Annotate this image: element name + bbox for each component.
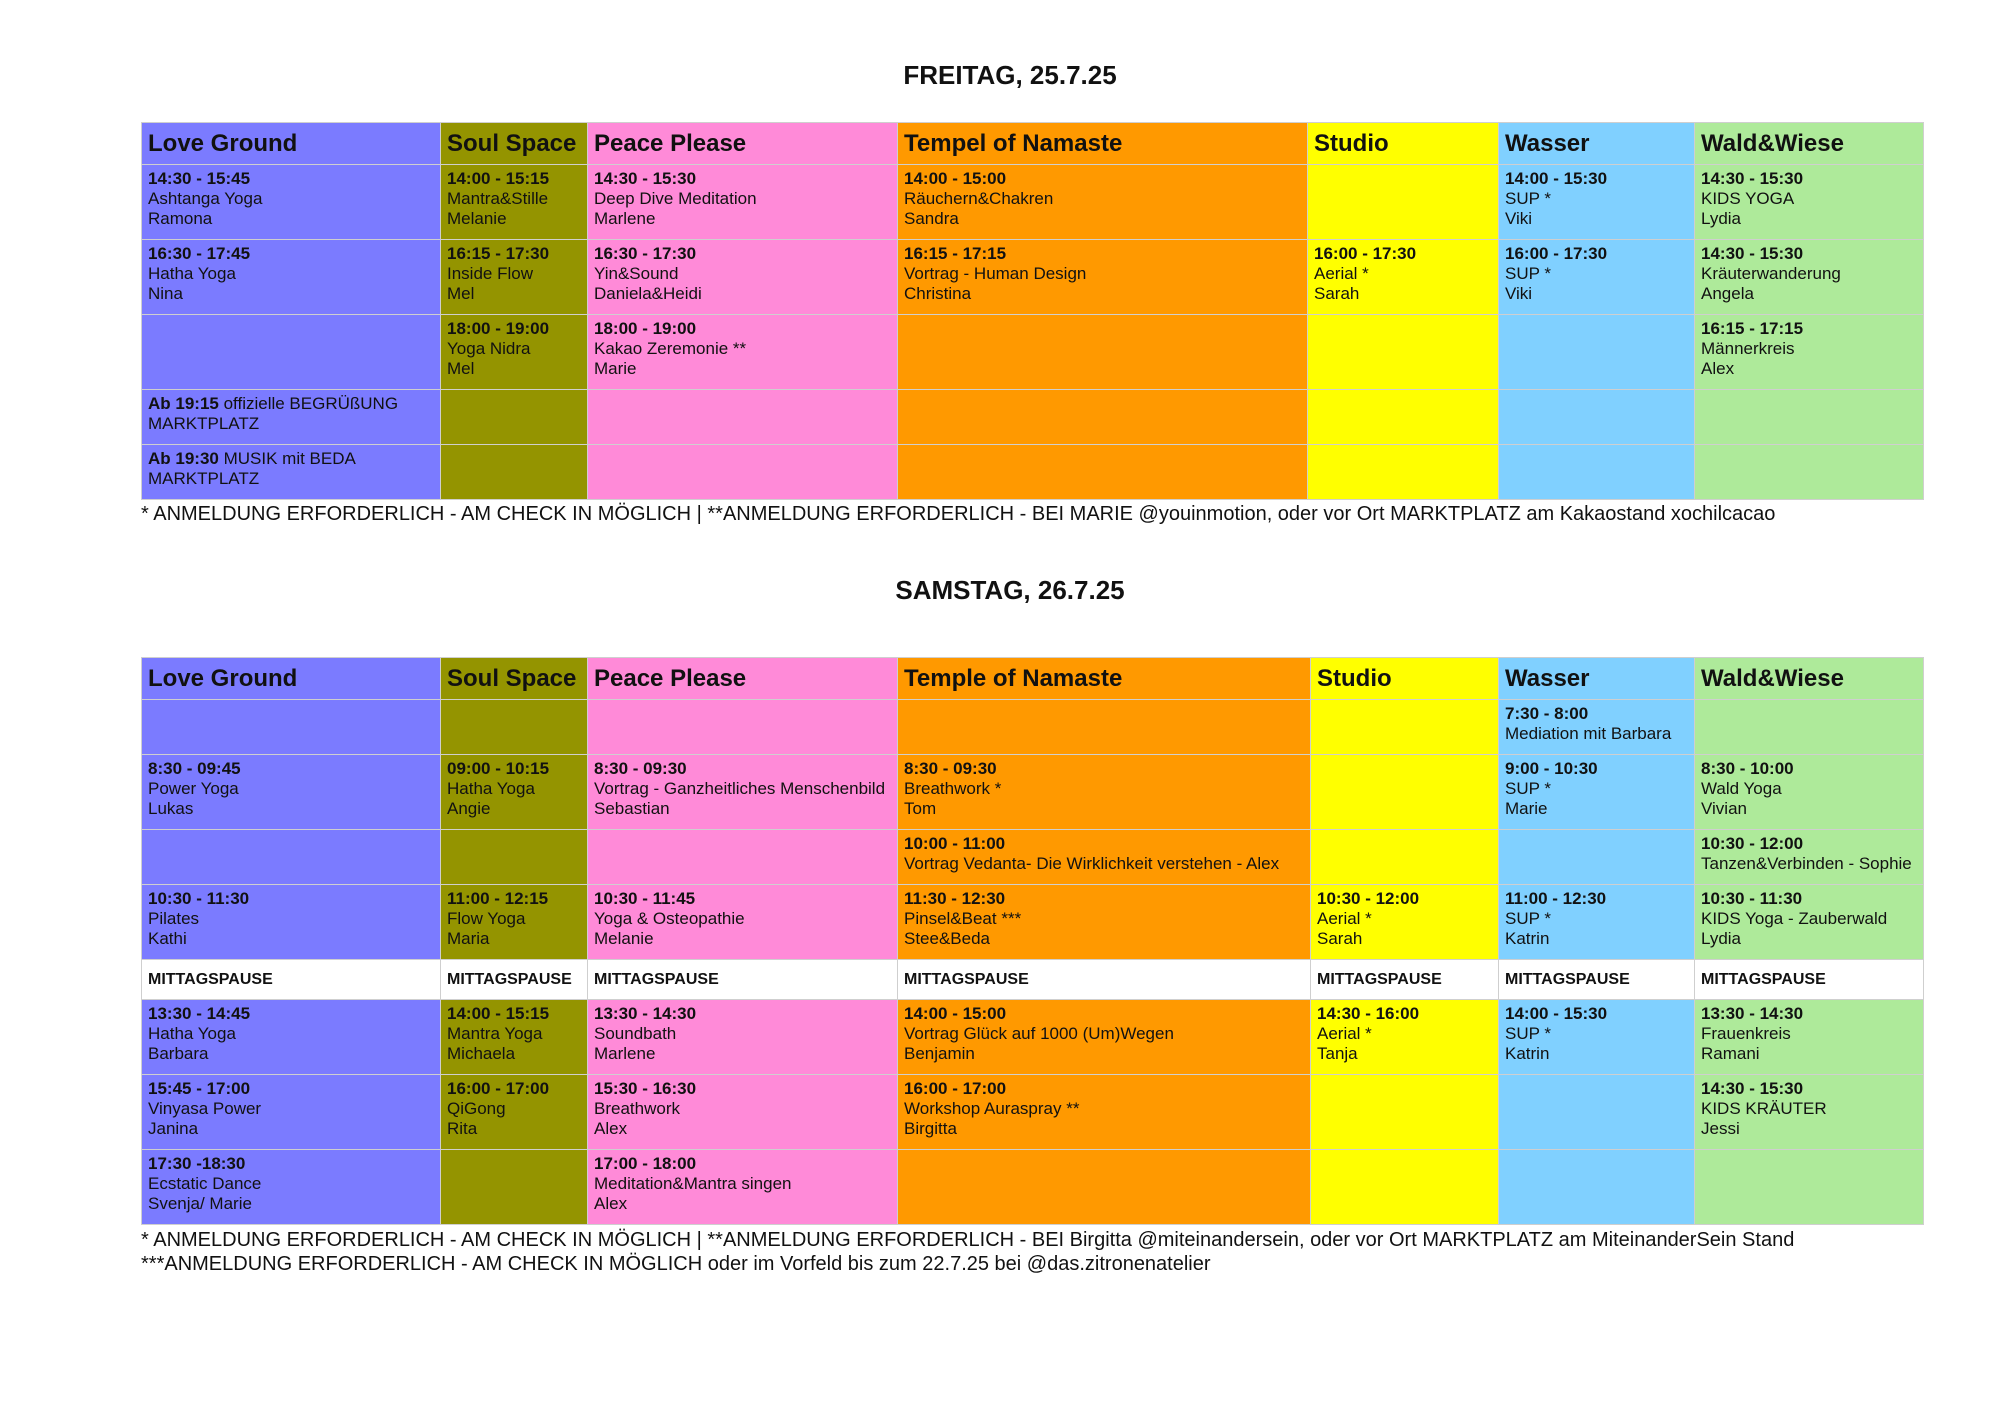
session-cell [1311,885,1499,960]
session-host: Maria [447,929,490,948]
session-time: 16:15 - 17:30 [447,244,550,263]
session-time: 14:30 - 16:00 [1317,1004,1420,1023]
schedule-row [142,1150,1924,1225]
session-title: Deep Dive Meditation [594,189,757,208]
session-cell [441,165,588,240]
session-title: SUP * [1505,264,1551,283]
session-title: Mantra Yoga [447,1024,543,1043]
session-host: Katrin [1505,929,1550,948]
session-title: KIDS YOGA [1701,189,1795,208]
lunch-break-cell: MITTAGSPAUSE [1499,960,1695,1000]
session-time: 16:30 - 17:30 [594,244,697,263]
session-time: 14:30 - 15:45 [148,169,251,188]
session-cell [588,885,898,960]
column-header-wasser: Wasser [1499,658,1695,700]
session-title: Yin&Sound [594,264,679,283]
session-host: Marlene [594,209,656,228]
session-title: Aerial * [1314,264,1369,283]
session-host: Marie [1505,799,1548,818]
session-cell [1499,700,1695,755]
empty-cell [1311,755,1499,830]
session-host: Angie [447,799,491,818]
session-title: SUP * [1505,189,1551,208]
schedule-row [142,885,1924,960]
session-title: Vinyasa Power [148,1099,262,1118]
session-host: Michaela [447,1044,516,1063]
empty-cell [1499,390,1695,445]
friday-schedule-table [141,122,1924,500]
session-cell [441,1000,588,1075]
empty-cell [1499,315,1695,390]
empty-cell [441,700,588,755]
session-host: Barbara [148,1044,209,1063]
session-host: Angela [1701,284,1754,303]
session-time: 13:30 - 14:45 [148,1004,251,1023]
session-title: QiGong [447,1099,506,1118]
session-host: Svenja/ Marie [148,1194,252,1213]
session-cell [588,165,898,240]
session-title: Breathwork * [904,779,1002,798]
session-time: 8:30 - 09:30 [904,759,997,778]
column-header-wald-wiese: Wald&Wiese [1695,123,1924,165]
session-title: offizielle BEGRÜßUNG [218,394,399,413]
session-title: Hatha Yoga [447,779,535,798]
empty-cell [588,700,898,755]
session-cell [898,755,1311,830]
session-time: Ab 19:15 [148,394,219,413]
empty-cell [1499,1150,1695,1225]
session-cell [142,165,441,240]
session-time: 16:00 - 17:30 [1314,244,1417,263]
empty-cell [1311,1075,1499,1150]
session-cell [441,315,588,390]
session-time: 14:30 - 15:30 [594,169,697,188]
session-host: Marie [594,359,637,378]
session-title: Soundbath [594,1024,677,1043]
session-title: Wald Yoga [1701,779,1782,798]
session-title: Vortrag - Human Design [904,264,1087,283]
session-time: 14:00 - 15:30 [1505,1004,1608,1023]
column-header-peace-please: Peace Please [588,123,898,165]
schedule-row [142,755,1924,830]
session-cell [588,1150,898,1225]
session-cell [142,1000,441,1075]
session-time: 14:30 - 15:30 [1701,169,1804,188]
empty-cell [1695,390,1924,445]
friday-footnote: * ANMELDUNG ERFORDERLICH - AM CHECK IN MÖGLICH | **ANMELDUNG ERFORDERLICH - BEI MARIE @youinmotion, oder vor Ort MARKTPLATZ am Kakaostand xochilcacao [141,503,1776,525]
session-time: 15:45 - 17:00 [148,1079,251,1098]
saturday-footnote-1: * ANMELDUNG ERFORDERLICH - AM CHECK IN MÖGLICH | **ANMELDUNG ERFORDERLICH - BEI Birgitta @miteinandersein, oder vor Ort MARKTPLATZ am MiteinanderSein Stand [141,1229,1795,1251]
session-cell [1695,755,1924,830]
session-time: 18:00 - 19:00 [447,319,550,338]
session-host: Alex [594,1119,628,1138]
session-cell [1695,165,1924,240]
schedule-row [142,240,1924,315]
session-time: 10:30 - 11:30 [148,889,250,908]
column-header-temple: Temple of Namaste [898,658,1311,700]
session-title: Flow Yoga [447,909,526,928]
session-host: Mel [447,359,475,378]
header-row [142,658,1924,700]
session-host: Mel [447,284,475,303]
session-cell [1695,240,1924,315]
session-host: Benjamin [904,1044,975,1063]
session-time: 10:30 - 12:00 [1701,834,1804,853]
session-time: 16:15 - 17:15 [904,244,1007,263]
session-cell [1695,885,1924,960]
session-host: Rita [447,1119,478,1138]
session-title: Hatha Yoga [148,1024,236,1043]
session-title: Breathwork [594,1099,680,1118]
column-header-wasser: Wasser [1499,123,1695,165]
empty-cell [588,390,898,445]
schedule-row [142,700,1924,755]
column-header-studio: Studio [1311,658,1499,700]
session-cell [142,390,441,445]
session-host: Tom [904,799,937,818]
session-host: Kathi [148,929,187,948]
session-host: Ramona [148,209,213,228]
session-host: Lydia [1701,209,1742,228]
session-host: Lydia [1701,929,1742,948]
session-time: 16:00 - 17:00 [447,1079,550,1098]
session-title: Männerkreis [1701,339,1795,358]
session-cell [1695,830,1924,885]
session-host: Lukas [148,799,194,818]
session-cell [1499,165,1695,240]
session-host: Sebastian [594,799,670,818]
session-time: 16:30 - 17:45 [148,244,251,263]
session-title: Ecstatic Dance [148,1174,262,1193]
session-title: Vortrag - Ganzheitliches Menschenbild [594,779,886,798]
session-host: Alex [1701,359,1735,378]
empty-cell [898,445,1308,500]
session-title: MARKTPLATZ [148,469,260,488]
session-time: 16:00 - 17:30 [1505,244,1608,263]
session-title: Aerial * [1317,909,1372,928]
session-time: 16:15 - 17:15 [1701,319,1804,338]
session-host: Viki [1505,209,1533,228]
column-header-love-ground: Love Ground [142,658,441,700]
session-cell [441,1075,588,1150]
session-host: Sarah [1314,284,1360,303]
session-cell [142,1075,441,1150]
session-host: Ramani [1701,1044,1760,1063]
schedule-row [142,390,1924,445]
empty-cell [1311,700,1499,755]
session-time: 18:00 - 19:00 [594,319,697,338]
session-title: Power Yoga [148,779,239,798]
session-time: 11:00 - 12:30 [1505,889,1607,908]
session-title: Mediation mit Barbara [1505,724,1672,743]
session-title: Ashtanga Yoga [148,189,263,208]
session-cell [1308,240,1499,315]
empty-cell [898,315,1308,390]
session-time: 14:30 - 15:30 [1701,1079,1804,1098]
session-title: Inside Flow [447,264,533,283]
session-host: Birgitta [904,1119,957,1138]
session-time: 16:00 - 17:00 [904,1079,1007,1098]
session-time: 17:30 -18:30 [148,1154,246,1173]
session-host: Alex [594,1194,628,1213]
session-time: 8:30 - 09:45 [148,759,241,778]
empty-cell [1308,165,1499,240]
lunch-break-cell: MITTAGSPAUSE [1695,960,1924,1000]
session-time: 14:00 - 15:00 [904,169,1007,188]
session-cell [898,240,1308,315]
saturday-footnote-2: ***ANMELDUNG ERFORDERLICH - AM CHECK IN MÖGLICH oder im Vorfeld bis zum 22.7.25 bei @das.zitronenatelier [141,1253,1211,1275]
session-title: Workshop Auraspray ** [904,1099,1080,1118]
session-time: 8:30 - 10:00 [1701,759,1794,778]
session-cell [1695,315,1924,390]
empty-cell [1311,1150,1499,1225]
session-time: 14:30 - 15:30 [1701,244,1804,263]
empty-cell [441,390,588,445]
session-time: 9:00 - 10:30 [1505,759,1598,778]
column-header-love-ground: Love Ground [142,123,441,165]
empty-cell [1695,700,1924,755]
empty-cell [898,1150,1311,1225]
session-cell [1311,1000,1499,1075]
session-title: Yoga Nidra [447,339,531,358]
session-host: Melanie [594,929,654,948]
session-title: Hatha Yoga [148,264,236,283]
schedule-row [142,315,1924,390]
session-title: Kräuterwanderung [1701,264,1841,283]
session-title: Mantra&Stille [447,189,549,208]
session-cell [1499,1000,1695,1075]
session-time: 10:30 - 12:00 [1317,889,1420,908]
empty-cell [1499,445,1695,500]
empty-cell [142,830,441,885]
empty-cell [1311,830,1499,885]
empty-cell [1308,390,1499,445]
schedule-row [142,1075,1924,1150]
session-host: Sandra [904,209,959,228]
empty-cell [441,830,588,885]
session-title: Frauenkreis [1701,1024,1791,1043]
header-row [142,123,1924,165]
session-cell [898,1075,1311,1150]
session-time: 10:00 - 11:00 [904,834,1006,853]
session-host: Jessi [1701,1119,1740,1138]
lunch-break-cell: MITTAGSPAUSE [588,960,898,1000]
session-cell [142,1150,441,1225]
empty-cell [1308,445,1499,500]
session-time: 10:30 - 11:30 [1701,889,1803,908]
empty-cell [588,830,898,885]
session-cell [441,240,588,315]
empty-cell [441,445,588,500]
lunch-break-row [142,960,1924,1000]
lunch-break-cell: MITTAGSPAUSE [898,960,1311,1000]
session-time: 11:00 - 12:15 [447,889,549,908]
session-time: 17:00 - 18:00 [594,1154,697,1173]
schedule-row [142,445,1924,500]
session-title: KIDS Yoga - Zauberwald [1701,909,1888,928]
session-title: Kakao Zeremonie ** [594,339,747,358]
session-cell [142,755,441,830]
session-host: Tanja [1317,1044,1358,1063]
session-title: SUP * [1505,1024,1551,1043]
empty-cell [441,1150,588,1225]
session-announcement [148,449,434,469]
session-cell [142,445,441,500]
empty-cell [142,700,441,755]
session-title: Vortrag Glück auf 1000 (Um)Wegen [904,1024,1174,1043]
session-cell [441,885,588,960]
column-header-soul-space: Soul Space [441,658,588,700]
saturday-table-body [142,658,1924,1225]
session-host: Sarah [1317,929,1363,948]
session-title: Pilates [148,909,200,928]
empty-cell [588,445,898,500]
session-time: 8:30 - 09:30 [594,759,687,778]
empty-cell [142,315,441,390]
session-cell [588,755,898,830]
session-cell [1499,885,1695,960]
session-host: Janina [148,1119,199,1138]
session-time: 14:00 - 15:00 [904,1004,1007,1023]
session-announcement [148,394,434,414]
saturday-title: SAMSTAG, 26.7.25 [895,575,1125,605]
session-cell [898,830,1311,885]
session-title: Vortrag Vedanta- Die Wirklichkeit verstehen - Alex [904,854,1280,873]
session-title: Meditation&Mantra singen [594,1174,792,1193]
session-time: 09:00 - 10:15 [447,759,550,778]
lunch-break-cell: MITTAGSPAUSE [441,960,588,1000]
empty-cell [1695,445,1924,500]
friday-table-body [142,123,1924,500]
lunch-break-cell: MITTAGSPAUSE [142,960,441,1000]
schedule-row [142,830,1924,885]
empty-cell [898,700,1311,755]
empty-cell [1499,1075,1695,1150]
session-time: 11:30 - 12:30 [904,889,1006,908]
session-cell [142,885,441,960]
session-cell [1499,755,1695,830]
session-host: Daniela&Heidi [594,284,702,303]
session-time: 7:30 - 8:00 [1505,704,1589,723]
session-host: Nina [148,284,183,303]
session-cell [898,885,1311,960]
session-cell [1695,1000,1924,1075]
session-title: MUSIK mit BEDA [218,449,356,468]
session-cell [1499,240,1695,315]
lunch-break-cell: MITTAGSPAUSE [1311,960,1499,1000]
session-title: Aerial * [1317,1024,1372,1043]
session-title: Tanzen&Verbinden - Sophie [1701,854,1912,873]
session-host: Stee&Beda [904,929,991,948]
session-title: Pinsel&Beat *** [904,909,1022,928]
session-host: Katrin [1505,1044,1550,1063]
session-host: Viki [1505,284,1533,303]
empty-cell [1308,315,1499,390]
session-title: Yoga & Osteopathie [594,909,745,928]
session-title: SUP * [1505,909,1551,928]
session-cell [588,1075,898,1150]
session-cell [898,165,1308,240]
friday-title: FREITAG, 25.7.25 [903,60,1117,90]
session-time: 15:30 - 16:30 [594,1079,697,1098]
session-cell [1695,1075,1924,1150]
session-time: 14:00 - 15:15 [447,169,550,188]
session-title: SUP * [1505,779,1551,798]
session-time: 14:00 - 15:15 [447,1004,550,1023]
session-host: Vivian [1701,799,1747,818]
session-time: 10:30 - 11:45 [594,889,696,908]
session-time: 13:30 - 14:30 [1701,1004,1804,1023]
session-title: KIDS KRÄUTER [1701,1099,1827,1118]
session-title: MARKTPLATZ [148,414,260,433]
session-time: 14:00 - 15:30 [1505,169,1608,188]
session-cell [588,1000,898,1075]
session-cell [142,240,441,315]
schedule-row [142,165,1924,240]
session-cell [588,240,898,315]
column-header-temple: Tempel of Namaste [898,123,1308,165]
session-time: Ab 19:30 [148,449,219,468]
column-header-peace-please: Peace Please [588,658,898,700]
empty-cell [1695,1150,1924,1225]
session-time: 13:30 - 14:30 [594,1004,697,1023]
session-cell [898,1000,1311,1075]
empty-cell [898,390,1308,445]
session-cell [588,315,898,390]
empty-cell [1499,830,1695,885]
session-host: Marlene [594,1044,656,1063]
column-header-wald-wiese: Wald&Wiese [1695,658,1924,700]
saturday-schedule-table [141,657,1924,1225]
session-host: Melanie [447,209,507,228]
column-header-studio: Studio [1308,123,1499,165]
column-header-soul-space: Soul Space [441,123,588,165]
session-host: Christina [904,284,972,303]
session-title: Räuchern&Chakren [904,189,1054,208]
session-cell [441,755,588,830]
schedule-row [142,1000,1924,1075]
